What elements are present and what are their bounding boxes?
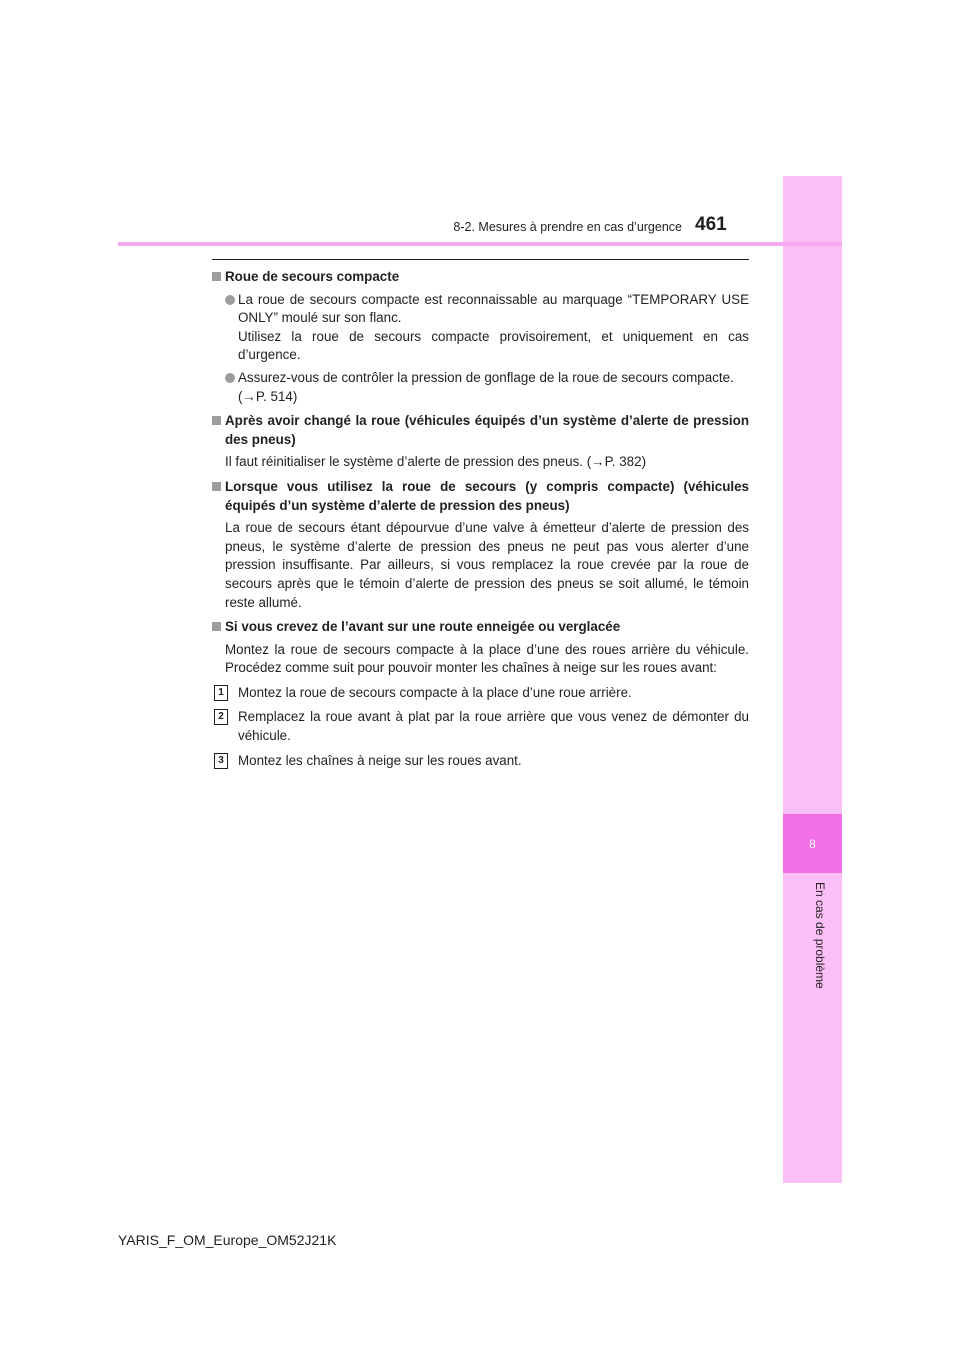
footer-doc-code: YARIS_F_OM_Europe_OM52J21K (118, 1232, 337, 1248)
step-text: Montez la roue de secours compacte à la place d’une roue arrière. (238, 684, 632, 700)
chapter-title: En cas de problème (813, 882, 827, 989)
content-rule (212, 259, 749, 260)
step-number: 1 (214, 685, 228, 701)
step-item (212, 684, 749, 703)
step-text: Remplacez la roue avant à plat par la roue arrière que vous venez de démonter du véhicule. (238, 709, 749, 744)
section-heading: Après avoir changé la roue (véhicules équipés d’un système d’alerte de pression des pneus) (212, 412, 749, 449)
section-body: Il faut réinitialiser le système d’alerte de pression des pneus. (→P. 382) (225, 454, 647, 470)
step-item (212, 752, 749, 771)
header-rule (118, 242, 842, 246)
section-heading: Roue de secours compacte (212, 268, 749, 287)
list-item-text: Assurez-vous de contrôler la pression de gonflage de la roue de secours compacte. (238, 369, 734, 385)
section-body: Montez la roue de secours compacte à la place d’une des roues arrière du véhicule. Procédez comme suit pour pouvoir monter les chaînes à neige sur les roues avant: (225, 641, 749, 676)
step-number: 2 (214, 709, 228, 725)
step-item (212, 708, 749, 745)
page-number: 461 (695, 214, 727, 235)
step-text: Montez les chaînes à neige sur les roues avant. (238, 752, 522, 768)
step-number: 3 (214, 753, 228, 769)
header-section-title: 8-2. Mesures à prendre en cas d’urgence (453, 220, 682, 234)
page-content (212, 268, 749, 770)
section-heading: Lorsque vous utilisez la roue de secours (y compris compacte) (véhicules équipés d’un système d’alerte de pression des pneus) (212, 478, 749, 515)
page-reference: (→P. 514) (238, 388, 298, 404)
section-heading: Si vous crevez de l’avant sur une route enneigée ou verglacée (212, 618, 749, 637)
list-item (212, 291, 749, 365)
chapter-side-band (783, 176, 842, 1183)
chapter-number-tab: 8 (783, 814, 842, 873)
list-item (212, 369, 749, 406)
section-body: La roue de secours étant dépourvue d’une valve à émetteur d’alerte de pression des pneus, le système d’alerte de pression des pneus ne peut pas vous alerter d’une pression insuffisante. Par ailleurs, si vous remplacez la roue crevée par la roue de secours après que le témoin d’alerte de pression des pneus se soit allumé, le témoin reste allumé. (225, 520, 749, 610)
list-item-text: La roue de secours compacte est reconnaissable au marquage “TEMPORARY USE ONLY” moulé sur son flanc. (238, 291, 749, 326)
list-item-text: Utilisez la roue de secours compacte provisoirement, et uniquement en cas d’urgence. (238, 328, 749, 363)
